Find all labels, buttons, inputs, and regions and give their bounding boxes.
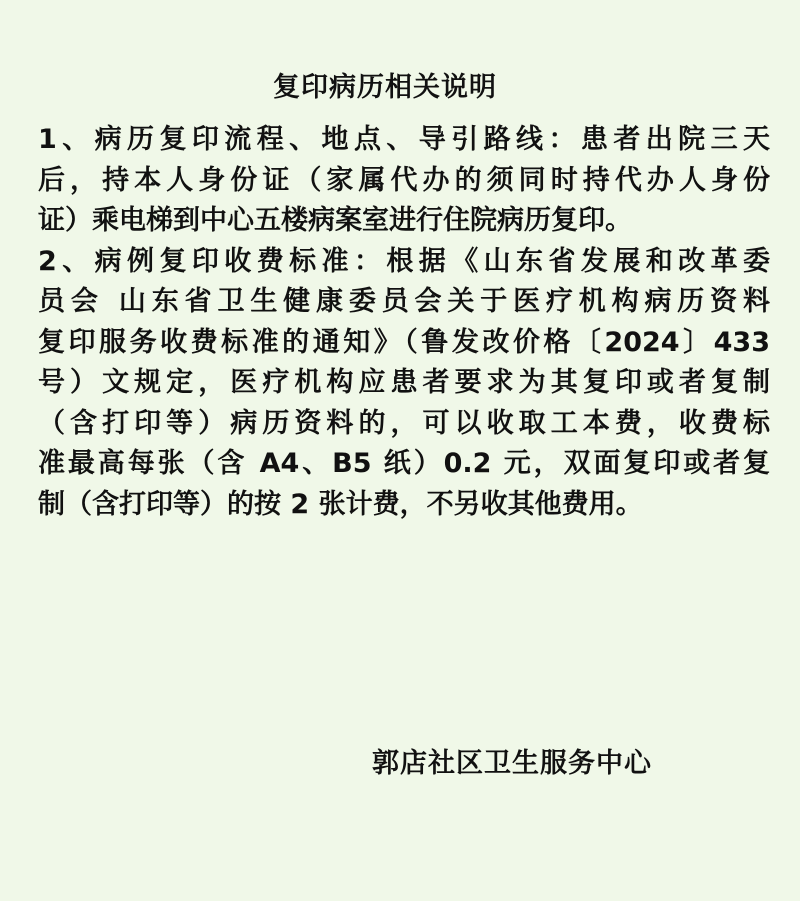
body-line: 2、病例复印收费标准：根据《山东省发展和改革委 <box>38 245 770 277</box>
body-line: 制（含打印等）的按 2 张计费，不另收其他费用。 <box>38 488 643 520</box>
body-line: （含打印等）病历资料的，可以收取工本费，收费标 <box>38 407 770 439</box>
body-line: 1、病历复印流程、地点、导引路线：患者出院三天 <box>38 124 770 155</box>
body-line: 后，持本人身份证（家属代办的须同时持代办人身份 <box>38 164 770 196</box>
document-body <box>38 120 770 525</box>
body-line: 员会 山东省卫生健康委员会关于医疗机构病历资料 <box>38 286 770 317</box>
body-line: 证）乘电梯到中心五楼病案室进行住院病历复印。 <box>38 205 632 236</box>
body-line: 复印服务收费标准的通知》（鲁发改价格〔2024〕433 <box>38 326 770 358</box>
issuer-signature: 郭店社区卫生服务中心 <box>372 748 652 779</box>
document-title: 复印病历相关说明 <box>273 72 497 103</box>
body-line: 号）文规定，医疗机构应患者要求为其复印或者复制 <box>38 367 770 398</box>
body-line: 准最高每张（含 A4、B5 纸）0.2 元，双面复印或者复 <box>38 448 770 479</box>
